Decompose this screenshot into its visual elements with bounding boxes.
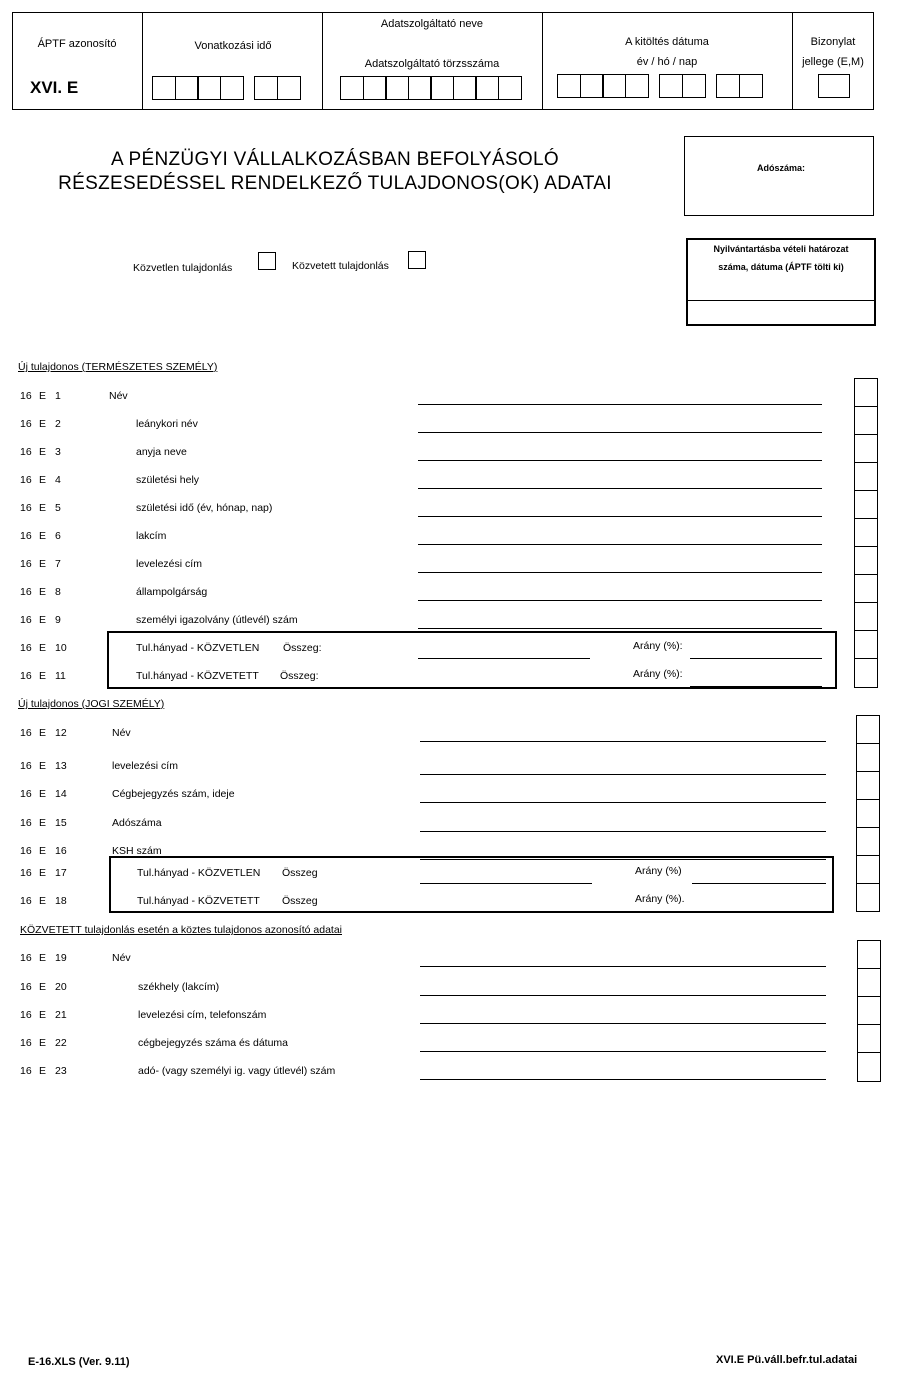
- row-code-part: 20: [55, 981, 67, 993]
- row-input-line[interactable]: [418, 488, 822, 489]
- row-code-part: 12: [55, 727, 67, 739]
- row-input-line[interactable]: [420, 859, 826, 860]
- row-code-part: 16: [55, 845, 67, 857]
- row-code-part: E: [39, 530, 47, 542]
- row-code-part: 16: [20, 446, 32, 458]
- osszeg-input-line[interactable]: [420, 883, 592, 884]
- row-code-part: 13: [55, 760, 67, 772]
- row-code-part: E: [39, 1009, 47, 1021]
- row-label: Cégbejegyzés szám, ideje: [112, 788, 235, 800]
- row-code-part: E: [39, 760, 47, 772]
- digit-box[interactable]: [340, 76, 364, 100]
- row-code-part: 8: [55, 586, 61, 598]
- row-label: születési idő (év, hónap, nap): [136, 502, 273, 514]
- kitoltes-datum-boxes[interactable]: [557, 74, 761, 98]
- osszeg-label: Összeg:: [283, 642, 322, 654]
- header-divider: [322, 12, 323, 110]
- row-code-part: 16: [20, 614, 32, 626]
- row-input-line[interactable]: [420, 774, 826, 775]
- digit-box[interactable]: [453, 76, 477, 100]
- row-code-part: 16: [20, 817, 32, 829]
- digit-box[interactable]: [602, 74, 626, 98]
- row-code-part: 16: [20, 867, 32, 879]
- digit-box[interactable]: [682, 74, 706, 98]
- row-code-part: 21: [55, 1009, 67, 1021]
- row-code-part: E: [39, 614, 47, 626]
- row-label: Név: [112, 727, 131, 739]
- row-code-part: 16: [20, 1009, 32, 1021]
- arany-label: Arány (%):: [633, 668, 683, 680]
- digit-box[interactable]: [220, 76, 244, 100]
- row-code-part: E: [39, 788, 47, 800]
- aptf-value: XVI. E: [30, 78, 79, 97]
- header-divider: [142, 12, 143, 110]
- row-input-line[interactable]: [418, 432, 822, 433]
- row-code-part: E: [39, 390, 47, 402]
- digit-box[interactable]: [408, 76, 432, 100]
- header-divider: [792, 12, 793, 110]
- row-code-part: E: [39, 642, 47, 654]
- row-code-part: E: [39, 418, 47, 430]
- page-title-line1: A PÉNZÜGYI VÁLLALKOZÁSBAN BEFOLYÁSOLÓ: [111, 149, 559, 170]
- row-code-part: E: [39, 817, 47, 829]
- row-code-part: 19: [55, 952, 67, 964]
- section-natural-heading: Új tulajdonos (TERMÉSZETES SZEMÉLY): [18, 361, 218, 373]
- row-code-part: E: [39, 474, 47, 486]
- ev-ho-nap-label: év / hó / nap: [636, 56, 698, 68]
- nyilv-label-2: száma, dátuma (ÁPTF tölti ki): [718, 262, 844, 272]
- adatszolgaltato-torzsszama-label: Adatszolgáltató törzsszáma: [364, 58, 500, 70]
- row-label: Név: [112, 952, 131, 964]
- header-divider: [542, 12, 543, 110]
- row-code-part: E: [39, 558, 47, 570]
- digit-box[interactable]: [254, 76, 278, 100]
- torzsszam-boxes[interactable]: [340, 76, 520, 100]
- row-label: adó- (vagy személyi ig. vagy útlevél) szám: [138, 1065, 336, 1077]
- row-input-line[interactable]: [420, 1079, 826, 1080]
- kozvetlen-label: Közvetlen tulajdonlás: [133, 262, 233, 274]
- row-code-part: 14: [55, 788, 67, 800]
- row-code-part: 16: [20, 502, 32, 514]
- row-code-part: E: [39, 670, 47, 682]
- row-code-part: 22: [55, 1037, 67, 1049]
- row-label: anyja neve: [136, 446, 187, 458]
- row-code-part: 16: [20, 845, 32, 857]
- row-code-part: 16: [20, 390, 32, 402]
- row-code-part: E: [39, 845, 47, 857]
- bizonylat-label-1: Bizonylat: [810, 36, 856, 48]
- adatszolgaltato-neve-label: Adatszolgáltató neve: [380, 18, 484, 30]
- row-input-line[interactable]: [418, 404, 822, 405]
- side-boxes-natural: [854, 378, 878, 688]
- row-code-part: E: [39, 586, 47, 598]
- row-code-part: E: [39, 502, 47, 514]
- arany-label: Arány (%): [635, 865, 682, 877]
- row-code-part: 16: [20, 1037, 32, 1049]
- row-input-line[interactable]: [420, 802, 826, 803]
- arany-input-line[interactable]: [690, 686, 822, 687]
- row-input-line[interactable]: [420, 966, 826, 967]
- arany-input-line[interactable]: [690, 658, 822, 659]
- row-code-part: 16: [20, 1065, 32, 1077]
- bizonylat-label-2: jellege (E,M): [802, 56, 864, 68]
- row-code-part: 11: [55, 670, 66, 682]
- row-code-part: 7: [55, 558, 61, 570]
- section-indirect-heading: KÖZVETETT tulajdonlás esetén a köztes tulajdonos azonosító adatai: [20, 924, 342, 936]
- osszeg-label: Összeg: [282, 895, 318, 907]
- row-code-part: 1: [55, 390, 61, 402]
- adoszama-label: Adószáma:: [756, 163, 805, 173]
- row-input-line[interactable]: [418, 600, 822, 601]
- page-title-line2: RÉSZESEDÉSSEL RENDELKEZŐ TULAJDONOS(OK) ADATAI: [58, 173, 612, 194]
- digit-box[interactable]: [739, 74, 763, 98]
- digit-box[interactable]: [430, 76, 454, 100]
- nyilv-divider: [686, 300, 876, 301]
- row-code-part: 16: [20, 895, 32, 907]
- digit-box[interactable]: [498, 76, 522, 100]
- adoszama-box[interactable]: [684, 136, 874, 216]
- row-code-part: 4: [55, 474, 61, 486]
- row-code-part: E: [39, 1037, 47, 1049]
- aptf-label: ÁPTF azonosító: [37, 38, 117, 50]
- row-label: születési hely: [136, 474, 200, 486]
- digit-box[interactable]: [625, 74, 649, 98]
- digit-box[interactable]: [385, 76, 409, 100]
- row-code-part: 16: [20, 642, 32, 654]
- row-code-part: 23: [55, 1065, 67, 1077]
- row-code-part: 16: [20, 952, 32, 964]
- row-code-part: E: [39, 1065, 47, 1077]
- side-boxes-legal: [856, 715, 880, 912]
- row-code-part: 16: [20, 670, 32, 682]
- row-input-line[interactable]: [418, 572, 822, 573]
- row-code-part: E: [39, 981, 47, 993]
- row-code-part: 18: [55, 895, 67, 907]
- arany-input-line[interactable]: [692, 883, 826, 884]
- osszeg-label: Összeg: [282, 867, 318, 879]
- row-code-part: E: [39, 895, 47, 907]
- row-code-part: 9: [55, 614, 61, 626]
- osszeg-input-line[interactable]: [418, 658, 590, 659]
- row-label: Tul.hányad - KÖZVETETT: [137, 895, 260, 907]
- kozvetett-checkbox[interactable]: [408, 251, 426, 269]
- digit-box[interactable]: [580, 74, 604, 98]
- vonatkozasi-ido-boxes[interactable]: [152, 76, 299, 100]
- digit-box[interactable]: [475, 76, 499, 100]
- row-code-part: 16: [20, 586, 32, 598]
- row-code-part: E: [39, 727, 47, 739]
- row-code-part: 6: [55, 530, 61, 542]
- row-code-part: 16: [20, 727, 32, 739]
- row-label: személyi igazolvány (útlevél) szám: [136, 614, 298, 626]
- row-input-line[interactable]: [420, 831, 826, 832]
- vonatkozasi-ido-label: Vonatkozási idő: [194, 40, 272, 52]
- digit-box[interactable]: [363, 76, 387, 100]
- row-code-part: 16: [20, 418, 32, 430]
- row-label: lakcím: [136, 530, 167, 542]
- footer-right: XVI.E Pü.váll.befr.tul.adatai: [716, 1354, 858, 1366]
- row-code-part: E: [39, 867, 47, 879]
- row-code-part: 10: [55, 642, 67, 654]
- section-legal-heading: Új tulajdonos (JOGI SZEMÉLY): [18, 698, 165, 710]
- nyilv-label-1: Nyilvántartásba vételi határozat: [713, 244, 849, 254]
- row-label: Tul.hányad - KÖZVETLEN: [136, 642, 260, 654]
- row-code-part: 16: [20, 760, 32, 772]
- kozvetlen-checkbox[interactable]: [258, 252, 276, 270]
- row-label: levelezési cím, telefonszám: [138, 1009, 267, 1021]
- row-input-line[interactable]: [418, 544, 822, 545]
- row-input-line[interactable]: [420, 1051, 826, 1052]
- row-code-part: 16: [20, 981, 32, 993]
- row-code-part: 2: [55, 418, 61, 430]
- row-code-part: E: [39, 952, 47, 964]
- row-code-part: 16: [20, 530, 32, 542]
- digit-box[interactable]: [175, 76, 199, 100]
- footer-left: E-16.XLS (Ver. 9.11): [28, 1356, 130, 1368]
- row-label: Név: [109, 390, 128, 402]
- digit-box[interactable]: [716, 74, 740, 98]
- row-label: KSH szám: [112, 845, 162, 857]
- row-code-part: 16: [20, 788, 32, 800]
- row-label: Adószáma: [112, 817, 162, 829]
- row-label: Tul.hányad - KÖZVETETT: [136, 670, 259, 682]
- arany-label: Arány (%):: [633, 640, 683, 652]
- kitoltes-datuma-label: A kitöltés dátuma: [625, 36, 709, 48]
- row-code-part: 3: [55, 446, 61, 458]
- row-input-line[interactable]: [420, 741, 826, 742]
- row-input-line[interactable]: [418, 516, 822, 517]
- row-code-part: 17: [55, 867, 67, 879]
- row-code-part: E: [39, 446, 47, 458]
- row-code-part: 16: [20, 558, 32, 570]
- row-label: levelezési cím: [136, 558, 202, 570]
- digit-box[interactable]: [152, 76, 176, 100]
- row-label: levelezési cím: [112, 760, 178, 772]
- row-label: állampolgárság: [136, 586, 208, 598]
- digit-box[interactable]: [277, 76, 301, 100]
- row-label: cégbejegyzés száma és dátuma: [138, 1037, 288, 1049]
- row-input-line[interactable]: [418, 628, 822, 629]
- row-label: leánykori név: [136, 418, 198, 430]
- digit-box[interactable]: [659, 74, 683, 98]
- row-label: székhely (lakcím): [138, 981, 220, 993]
- kozvetett-label: Közvetett tulajdonlás: [292, 260, 389, 272]
- row-code-part: 5: [55, 502, 61, 514]
- row-input-line[interactable]: [420, 1023, 826, 1024]
- row-code-part: 16: [20, 474, 32, 486]
- row-code-part: 15: [55, 817, 67, 829]
- digit-box[interactable]: [197, 76, 221, 100]
- side-boxes-indirect: [857, 940, 881, 1082]
- row-label: Tul.hányad - KÖZVETLEN: [137, 867, 261, 879]
- bizonylat-box[interactable]: [818, 74, 850, 98]
- row-input-line[interactable]: [418, 460, 822, 461]
- row-input-line[interactable]: [420, 995, 826, 996]
- arany-label: Arány (%).: [635, 893, 685, 905]
- digit-box[interactable]: [557, 74, 581, 98]
- osszeg-label: Összeg:: [280, 670, 319, 682]
